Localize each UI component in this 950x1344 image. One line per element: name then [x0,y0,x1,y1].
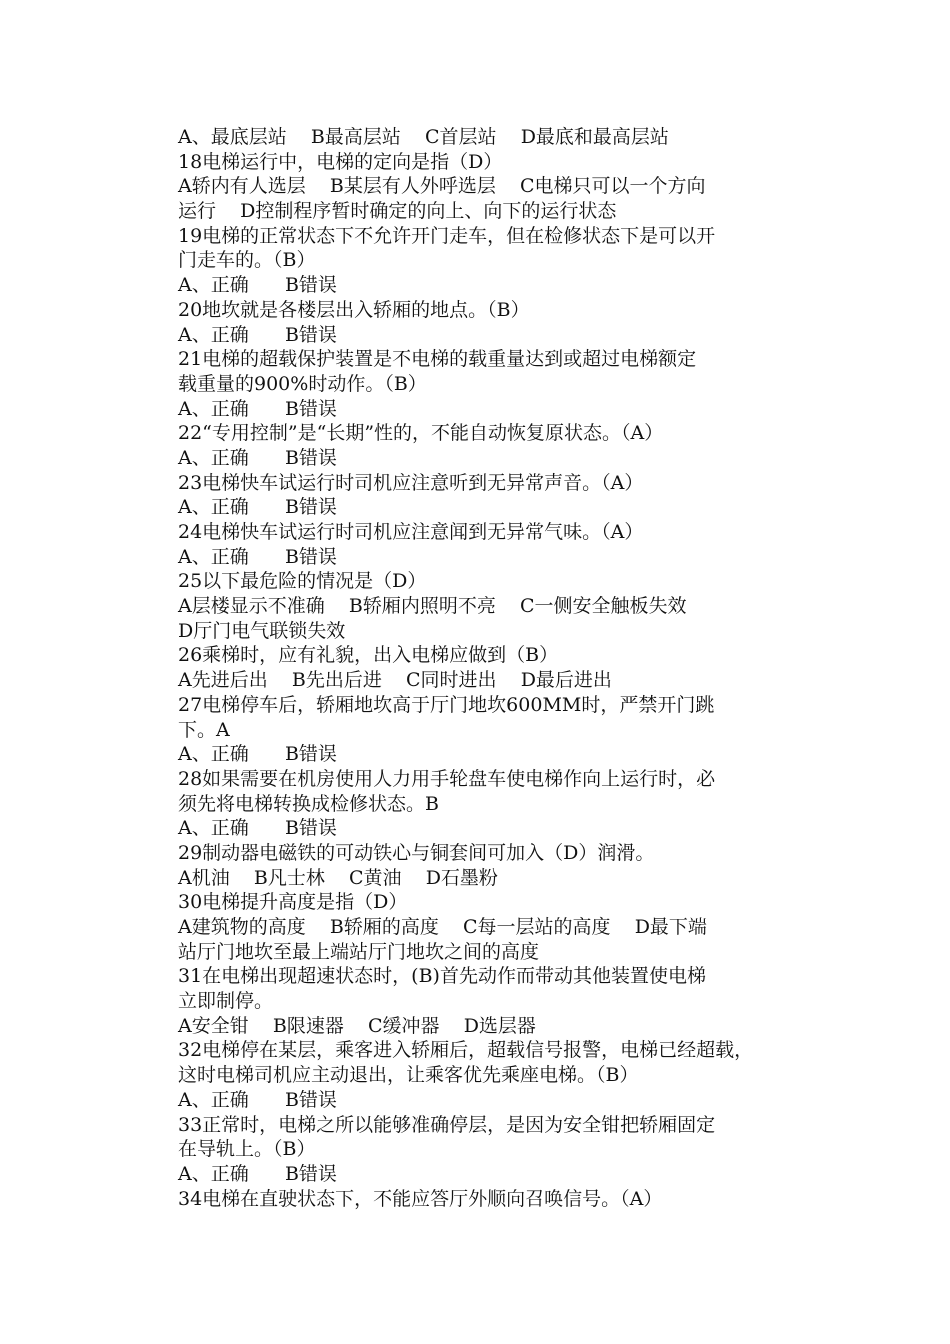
text-line: 21电梯的超载保护装置是不电梯的载重量达到或超过电梯额定 [178,348,697,371]
text-line: D厅门电气联锁失效 [178,619,346,642]
text-line: 23电梯快车试运行时司机应注意听到无异常声音。（A） [178,471,644,494]
text-line: 28如果需要在机房使用人力用手轮盘车使电梯作向上运行时，必 [178,767,716,790]
text-line: 立即制停。 [178,990,274,1013]
text-line: 31在电梯出现超速状态时，(B)首先动作而带动其他装置使电梯 [178,965,706,988]
text-line: A机油 B凡士林 C黄油 D石墨粉 [178,866,498,889]
text-line: A、正确 B错误 [178,446,337,469]
text-line: A、正确 B错误 [178,1162,337,1185]
text-line: 18电梯运行中，电梯的定向是指（D） [178,150,503,173]
text-line: A、最底层站 B最高层站 C首层站 D最底和最高层站 [178,126,669,148]
text-line: 29制动器电磁铁的可动铁心与铜套间可加入（D）润滑。 [178,841,655,864]
text-line: 33正常时，电梯之所以能够准确停层，是因为安全钳把轿厢固定 [178,1113,716,1136]
text-line: A、正确 B错误 [178,496,337,519]
text-line: A、正确 B错误 [178,817,337,840]
text-line: 须先将电梯转换成检修状态。B [178,792,439,815]
text-line: 这时电梯司机应主动退出，让乘客优先乘座电梯。（B） [178,1064,639,1087]
text-line: A层楼显示不准确 B轿厢内照明不亮 C一侧安全触板失效 [178,595,687,618]
document-page [178,125,818,1211]
text-line: A建筑物的高度 B轿厢的高度 C每一层站的高度 D最下端 [178,916,707,938]
text-line: 在导轨上。（B） [178,1138,316,1161]
text-line: A先进后出 B先出后进 C同时进出 D最后进出 [178,669,612,692]
text-line: A、正确 B错误 [178,397,337,420]
text-line: 19电梯的正常状态下不允许开门走车，但在检修状态下是可以开 [178,224,716,247]
text-line: 30电梯提升高度是指（D） [178,891,408,914]
text-line: 22“专用控制”是“长期”性的，不能自动恢复原状态。（A） [178,422,664,445]
text-line: A、正确 B错误 [178,1088,337,1111]
text-line: A、正确 B错误 [178,274,337,297]
text-line: 26乘梯时，应有礼貌，出入电梯应做到（B） [178,644,559,667]
text-line: 32电梯停在某层，乘客进入轿厢后，超载信号报警，电梯已经超载， [178,1039,754,1062]
text-line: 27电梯停车后，轿厢地坎高于厅门地坎600MM时，严禁开门跳 [178,693,715,716]
text-line: 下。A [178,718,230,741]
text-line: 门走车的。（B） [178,249,316,272]
text-line: 25以下最危险的情况是（D） [178,570,427,593]
text-line: A、正确 B错误 [178,545,337,568]
text-line: 载重量的900%时动作。（B） [178,372,427,395]
text-line: 20地坎就是各楼层出入轿厢的地点。（B） [178,298,530,321]
text-line: A、正确 B错误 [178,323,337,346]
text-line: 34电梯在直驶状态下，不能应答厅外顺向召唤信号。（A） [178,1187,663,1210]
text-line: A轿内有人选层 B某层有人外呼选层 C电梯只可以一个方向 [178,175,706,198]
text-line: A安全钳 B限速器 C缓冲器 D选层器 [178,1014,536,1037]
text-line: A、正确 B错误 [178,743,337,766]
text-line: 站厅门地坎至最上端站厅门地坎之间的高度 [178,940,540,963]
text-line: 24电梯快车试运行时司机应注意闻到无异常气味。（A） [178,521,644,543]
text-line: 运行 D控制程序暂时确定的向上、向下的运行状态 [178,200,617,223]
